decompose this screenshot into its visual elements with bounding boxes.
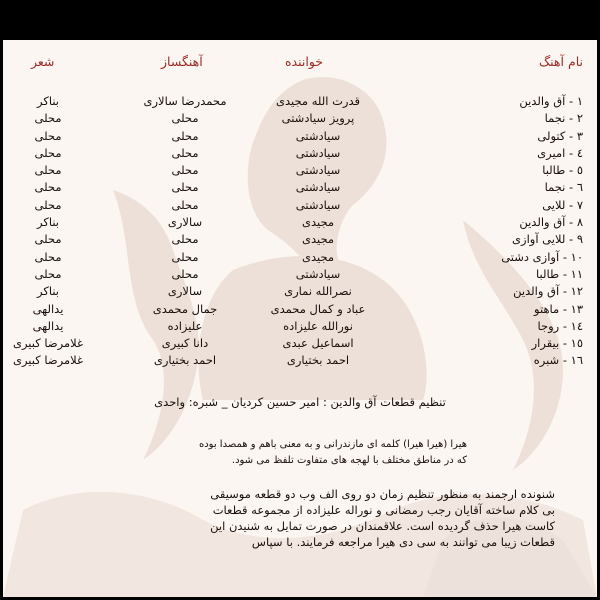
listener-notice: [35, 486, 555, 550]
header-singer: خواننده: [285, 54, 324, 69]
track-poem: بناکر: [37, 94, 59, 108]
table-row: [3, 318, 597, 335]
track-singer: سیادشتی: [295, 163, 341, 178]
track-title: ۱٥ - بیقرار: [531, 336, 583, 351]
track-title: ٥ - طالبا: [542, 163, 583, 178]
header-track-name: نام آهنگ: [538, 54, 583, 69]
track-poem: محلی: [34, 197, 62, 212]
table-row: [3, 93, 597, 110]
track-composer: محلی: [171, 128, 199, 143]
track-singer: عباد و کمال محمدی: [270, 301, 366, 316]
track-composer: دانا کبیری: [161, 336, 209, 351]
track-title: ۸ - آق والدین: [519, 215, 583, 230]
track-composer: سالاری: [167, 215, 203, 230]
track-title: ۷ - للایی: [542, 197, 583, 212]
notice-line: شنونده ارجمند به منظور تنظیم زمان دو روی الف وب دو قطعه موسیقی: [210, 487, 555, 501]
track-poem: محلی: [34, 163, 62, 178]
table-row: [3, 249, 597, 266]
track-poem: بناکر: [37, 284, 59, 299]
track-singer: سیادشتی: [295, 145, 341, 160]
table-row: [3, 335, 597, 352]
header-poem: شعر: [31, 54, 55, 69]
track-composer: سالاری: [167, 284, 203, 299]
track-title: ۱۱ - طالبا: [536, 266, 583, 281]
track-title: ۲ - نجما: [544, 111, 583, 126]
track-singer: سیادشتی: [295, 180, 341, 195]
table-row: [3, 179, 597, 196]
table-row: [3, 197, 597, 214]
track-singer: سیادشتی: [295, 128, 341, 143]
track-title: ۱۰ - آوازی دشتی: [501, 249, 583, 264]
track-poem: محلی: [34, 145, 62, 160]
track-composer: احمد بختیاری: [153, 353, 217, 368]
track-poem: محلی: [34, 128, 62, 143]
table-row: [3, 283, 597, 300]
notice-line: بی کلام ساخته آقایان رجب رمضانی و نوراله علیزاده از مجموعه قطعات: [212, 503, 555, 517]
track-poem: محلی: [34, 180, 62, 195]
track-poem: غلامرضا کبیری: [12, 353, 84, 368]
track-poem: یدالهی: [32, 318, 64, 333]
track-table: [3, 93, 597, 370]
track-poem: غلامرضا کبیری: [12, 336, 84, 351]
track-title: ۹ - للایی آوازی: [512, 232, 583, 247]
track-poem: محلی: [34, 232, 62, 247]
track-poem: محلی: [34, 249, 62, 264]
track-singer: احمد بختیاری: [286, 353, 350, 368]
hira-note-line-1: هیرا (هیرا هیرا) کلمه ای مازندرانی و به معنی باهم و همصدا بوده: [198, 439, 467, 450]
track-singer: پرویز سیادشتی: [281, 111, 355, 126]
track-title: ۱۲ - آق والدین: [513, 284, 583, 299]
track-composer: محمدرضا سالاری: [143, 94, 227, 108]
arrangement-credit: تنظیم قطعات آق والدین : امیر حسین کردیان _ شبره: واحدی: [154, 395, 446, 409]
track-title: ۱ - آق والدین: [519, 94, 583, 108]
table-row: [3, 214, 597, 231]
track-singer: سیادشتی: [295, 266, 341, 281]
track-singer: سیادشتی: [295, 197, 341, 212]
table-row: [3, 110, 597, 127]
track-composer: محلی: [171, 111, 199, 126]
track-title: ٤ - امیری: [537, 145, 583, 160]
track-composer: محلی: [171, 197, 199, 212]
track-title: ۳ - کتولی: [537, 128, 583, 143]
table-row: [3, 352, 597, 369]
track-composer: محلی: [171, 266, 199, 281]
track-poem: محلی: [34, 111, 62, 126]
liner-notes-page: [3, 40, 597, 597]
track-singer: نورالله علیزاده: [283, 318, 353, 333]
track-composer: محلی: [171, 232, 199, 247]
track-poem: بناکر: [37, 215, 59, 230]
track-singer: اسماعیل عبدی: [282, 336, 354, 351]
table-row: [3, 162, 597, 179]
hira-note-line-2: که در مناطق مختلف با لهجه های متفاوت تلفظ می شود.: [231, 455, 467, 466]
header-composer: آهنگساز: [161, 54, 203, 69]
track-poem: محلی: [34, 266, 62, 281]
track-composer: محلی: [171, 145, 199, 160]
track-composer: محلی: [171, 163, 199, 178]
notice-line: کاست هیرا حذف گردیده است. علاقمندان در صورت تمایل به شنیدن این: [210, 519, 555, 533]
track-composer: جمال محمدی: [152, 301, 218, 316]
table-row: [3, 301, 597, 318]
track-singer: قدرت الله مجیدی: [276, 94, 360, 108]
table-row: [3, 145, 597, 162]
track-singer: مجیدی: [301, 215, 335, 230]
track-poem: یدالهی: [32, 301, 64, 316]
track-composer: علیزاده: [167, 318, 203, 333]
track-composer: محلی: [171, 180, 199, 195]
track-title: ۱٤ - روجا: [537, 318, 583, 333]
track-title: ۱۳ - ماهتو: [534, 301, 583, 316]
table-row: [3, 128, 597, 145]
track-composer: محلی: [171, 249, 199, 264]
table-row: [3, 266, 597, 283]
track-singer: نصرالله نماری: [284, 284, 352, 299]
track-title: ٦ - نجما: [544, 180, 583, 195]
notice-line: قطعات زیبا می توانند به سی دی هیرا مراجعه فرمایند. با سپاس: [251, 535, 555, 549]
table-row: [3, 231, 597, 248]
track-title: ۱٦ - شبره: [533, 353, 583, 368]
track-singer: مجیدی: [301, 232, 335, 247]
track-singer: مجیدی: [301, 249, 335, 264]
track-list-content: [3, 40, 597, 597]
